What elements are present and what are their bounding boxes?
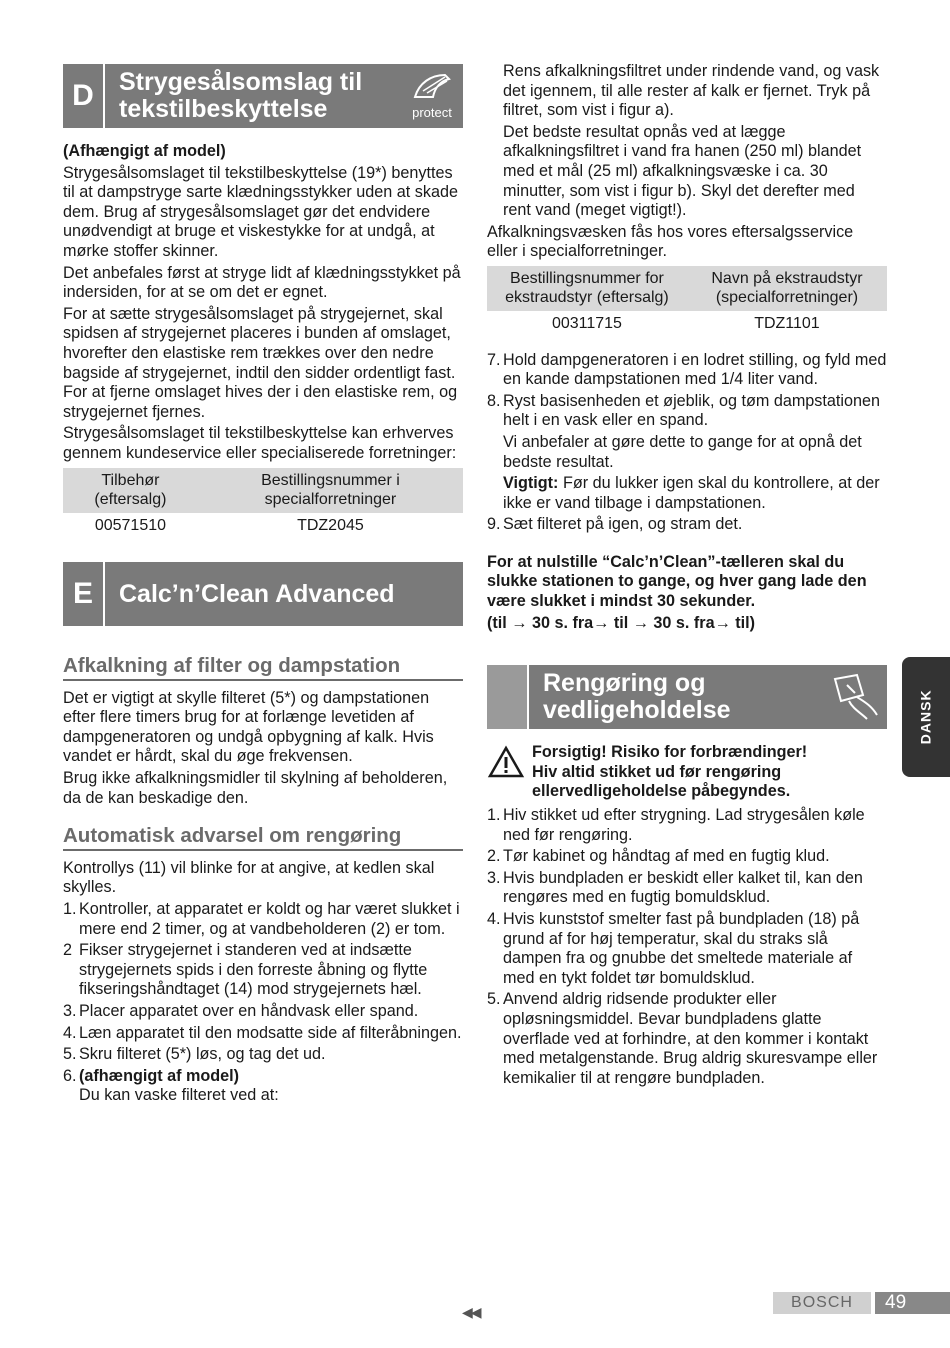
paragraph: Rens afkalkningsfiltret under rindende vand, og vask det igennem, til alle rester af kalk er fjernet. Tryk på filtret, som vist i figur a). <box>503 62 880 120</box>
list-item <box>487 392 887 431</box>
table-header: Bestillingsnummer for ekstraudstyr (eftersalg) <box>487 266 687 311</box>
paragraph: For at sætte strygesålsomslaget på strygejernet, skal spidsen af strygejernet placeres i bunden af omslaget, hvorefter den elastiske rem trækkes over den nedre bagside af strygejernet, indtil den sidder ordentligt fast. For at fjerne omslaget hives der i den elastiske rem, og strygejernet fjernes. <box>63 304 458 421</box>
step-number: 3. <box>63 1002 77 1020</box>
right-column <box>487 62 887 1090</box>
hand-wiping-icon <box>827 671 881 723</box>
step-number: 5. <box>63 1045 77 1064</box>
section-letter: D <box>63 64 105 128</box>
step-number: 6. <box>63 1066 77 1085</box>
language-tab-label: DANSK <box>917 689 934 745</box>
table-header: Navn på ekstraudstyr (specialforretninger) <box>687 266 887 311</box>
section-e-header <box>63 562 463 626</box>
paragraph: Det bedste resultat opnås ved at lægge afkalkningsfiltret i vand fra hanen (250 ml) blandet med et mål (25 ml) afkalkningsvæske i ca. 30 minutter, som vist i figur b). Skyl det derefter med rent vand (meget vigtigt!). <box>503 122 862 220</box>
protect-label: protect <box>412 105 452 121</box>
step-text: Skru filteret (5*) løs, og tag det ud. <box>79 1045 326 1064</box>
cleaning-section-header <box>487 665 887 729</box>
paragraph: Strygesålsomslaget til tekstilbeskyttelse kan erhverves gennem kundeservice eller specialiserede forretninger: <box>63 424 457 462</box>
list-item <box>487 806 887 845</box>
step-text: Sæt filteret på igen, og stram det. <box>503 515 743 534</box>
paragraph: Det er vigtigt at skylle filteret (5*) og dampstationen efter flere timers brug for at forlænge levetiden af dampgeneratoren og undgå opbygning af kalk. Hvis vandet er hårdt, skal du øge frekvensen. <box>63 688 434 766</box>
step-number: 2 <box>63 941 73 960</box>
warning-label: Vigtigt: <box>503 474 559 493</box>
list-item <box>63 1002 463 1022</box>
step-list <box>487 351 887 431</box>
step-text: Hold dampgeneratoren i en lodret stilling, og fyld med en kande dampstationen med 1/4 liter vand. <box>503 350 887 389</box>
list-item <box>63 1024 463 1044</box>
protect-badge <box>401 64 463 128</box>
step-text: Anvend aldrig ridsende produkter eller opløsningsmiddel. Bevar bundpladens glatte overflade ved at forhindre, at den kommer i kontakt med metalgenstande. Brug aldrig skuresvampe eller kemikalier til at rengøre bundpladen. <box>503 990 878 1087</box>
step-text: Ryst basisenheden et øjeblik, og tøm dampstationen helt i en vask eller en spand. <box>503 391 881 430</box>
paragraph: Brug ikke afkalkningsmidler til skylning af beholderen, da de kan beskadige den. <box>63 769 448 807</box>
left-column <box>63 64 463 1108</box>
section-title-line2: vedligeholdelse <box>543 696 731 725</box>
warning-paragraph <box>487 474 887 513</box>
language-tab <box>902 657 950 777</box>
warning-line: Forsigtig! Risiko for forbrændinger! <box>532 743 808 762</box>
table-cell: 00311715 <box>551 314 622 332</box>
section-title: Calc’n’Clean Advanced <box>119 579 395 608</box>
accessory-table-descaler <box>487 266 887 337</box>
warning-text-block <box>525 743 887 802</box>
cleaning-icon-wrap <box>821 665 887 729</box>
list-item <box>63 941 463 1000</box>
list-item <box>487 847 887 867</box>
list-item <box>487 351 887 390</box>
list-item <box>487 990 887 1088</box>
accessory-table-protect <box>63 468 463 539</box>
step-number: 4. <box>487 910 501 928</box>
paragraph: Vi anbefaler at gøre dette to gange for at opnå det bedste resultat. <box>503 432 862 471</box>
table-cell: TDZ1101 <box>754 314 820 332</box>
list-item <box>487 869 887 908</box>
brand-label: BOSCH <box>773 1292 871 1314</box>
list-item <box>487 910 887 988</box>
reset-sequence: (til → 30 s. fra→ til → 30 s. fra→ til) <box>487 613 756 632</box>
section-title <box>105 64 401 128</box>
step-text: Kontroller, at apparatet er koldt og har været slukket i mere end 2 timer, og at vandbeholderen (2) er tom. <box>79 900 460 938</box>
step-list <box>63 900 463 1106</box>
paragraph: Kontrollys (11) vil blinke for at angive, at kedlen skal skylles. <box>63 858 435 897</box>
step-number: 8. <box>487 391 501 410</box>
section-title <box>529 665 821 729</box>
table-header: Bestillingsnummer i specialforretninger <box>198 468 463 513</box>
step-text: Placer apparatet over en håndvask eller spand. <box>79 1002 419 1020</box>
table-cell: 00571510 <box>94 516 167 534</box>
list-item <box>63 1067 463 1106</box>
warning-triangle-icon <box>487 745 525 779</box>
reset-note: For at nulstille “Calc’n’Clean”-tælleren skal du slukke stationen to gange, og hver gang lade den være slukket i mindst 30 sekunder. <box>487 552 867 611</box>
subsection-heading: Automatisk advarsel om rengøring <box>63 826 463 851</box>
step-text: Fikser strygejernet i standeren ved at indsætte strygejernets spids i den forreste åbning og flytte fikseringshåndtaget (14) mod strygejernets hæl. <box>79 941 428 999</box>
warning-line: Hiv altid stikket ud før rengøring ellervedligeholdelse påbegyndes. <box>532 762 791 801</box>
step-number: 1. <box>487 806 501 825</box>
step-text: Hvis kunststof smelter fast på bundpladen (18) på grund af for høj temperatur, skal du straks slå dampen fra og gnubbe det smeltede materiale af med en tykt foldet tør bomuldsklud. <box>503 910 860 987</box>
cleaning-step-list <box>487 806 887 1088</box>
paragraph: Strygesålsomslaget til tekstilbeskyttelse (19*) benyttes til at dampstryge sarte klædningsstykker uden at skade dem. Brug af strygesålsomslaget gør det endvidere unødvendigt at bruge et viskestykke for at undgå, at mørke stoffer skinner. <box>63 163 458 260</box>
list-item <box>487 515 887 535</box>
step-text: (afhængigt af model) <box>79 1066 240 1085</box>
step-number: 2. <box>487 847 501 866</box>
step-text: Hiv stikket ud efter strygning. Lad strygesålen køle ned før rengøring. <box>503 806 865 844</box>
step-text: Hvis bundpladen er beskidt eller kalket til, kan den rengøres med en fugtig bomuldsklud. <box>503 868 863 907</box>
section-title-line1: Strygesålsomslag til <box>119 68 363 96</box>
iron-protect-icon <box>409 69 455 103</box>
step-text: Tør kabinet og håndtag af med en fugtig klud. <box>503 847 830 866</box>
section-title-line1: Rengøring og <box>543 669 706 698</box>
table-cell: TDZ2045 <box>297 516 364 534</box>
section-d-header <box>63 64 463 128</box>
table-header: Tilbehør (eftersalg) <box>63 468 198 513</box>
step-list <box>487 515 887 535</box>
step-text: Læn apparatet til den modsatte side af filteråbningen. <box>79 1023 462 1042</box>
step-number: 7. <box>487 350 501 369</box>
paragraph: Afkalkningsvæsken fås hos vores eftersalgsservice eller i specialforretninger. <box>487 222 854 261</box>
paragraph: Det anbefales først at stryge lidt af klædningsstykket på indersiden, for at se om det er egnet. <box>63 263 461 302</box>
list-item <box>63 1045 463 1065</box>
step-number: 9. <box>487 515 501 534</box>
step-number: 4. <box>63 1023 77 1042</box>
warning-text: Før du lukker igen skal du kontrollere, at der ikke er vand tilbage i dampstationen. <box>503 474 880 512</box>
back-arrows-icon: ◀◀ <box>462 1304 480 1320</box>
step-number: 1. <box>63 900 77 919</box>
list-item <box>63 900 463 939</box>
model-note: (Afhængigt af model) <box>63 142 226 160</box>
subsection-heading: Afkalkning af filter og dampstation <box>63 656 463 681</box>
step-text: Du kan vaske filteret ved at: <box>79 1086 279 1105</box>
page-number: 49 <box>875 1292 950 1314</box>
step-number: 3. <box>487 868 501 887</box>
section-letter: E <box>63 562 105 626</box>
burn-warning <box>487 743 887 802</box>
step-number: 5. <box>487 990 501 1009</box>
section-title-line2: tekstilbeskyttelse <box>119 95 328 123</box>
section-letter-block <box>487 665 529 729</box>
